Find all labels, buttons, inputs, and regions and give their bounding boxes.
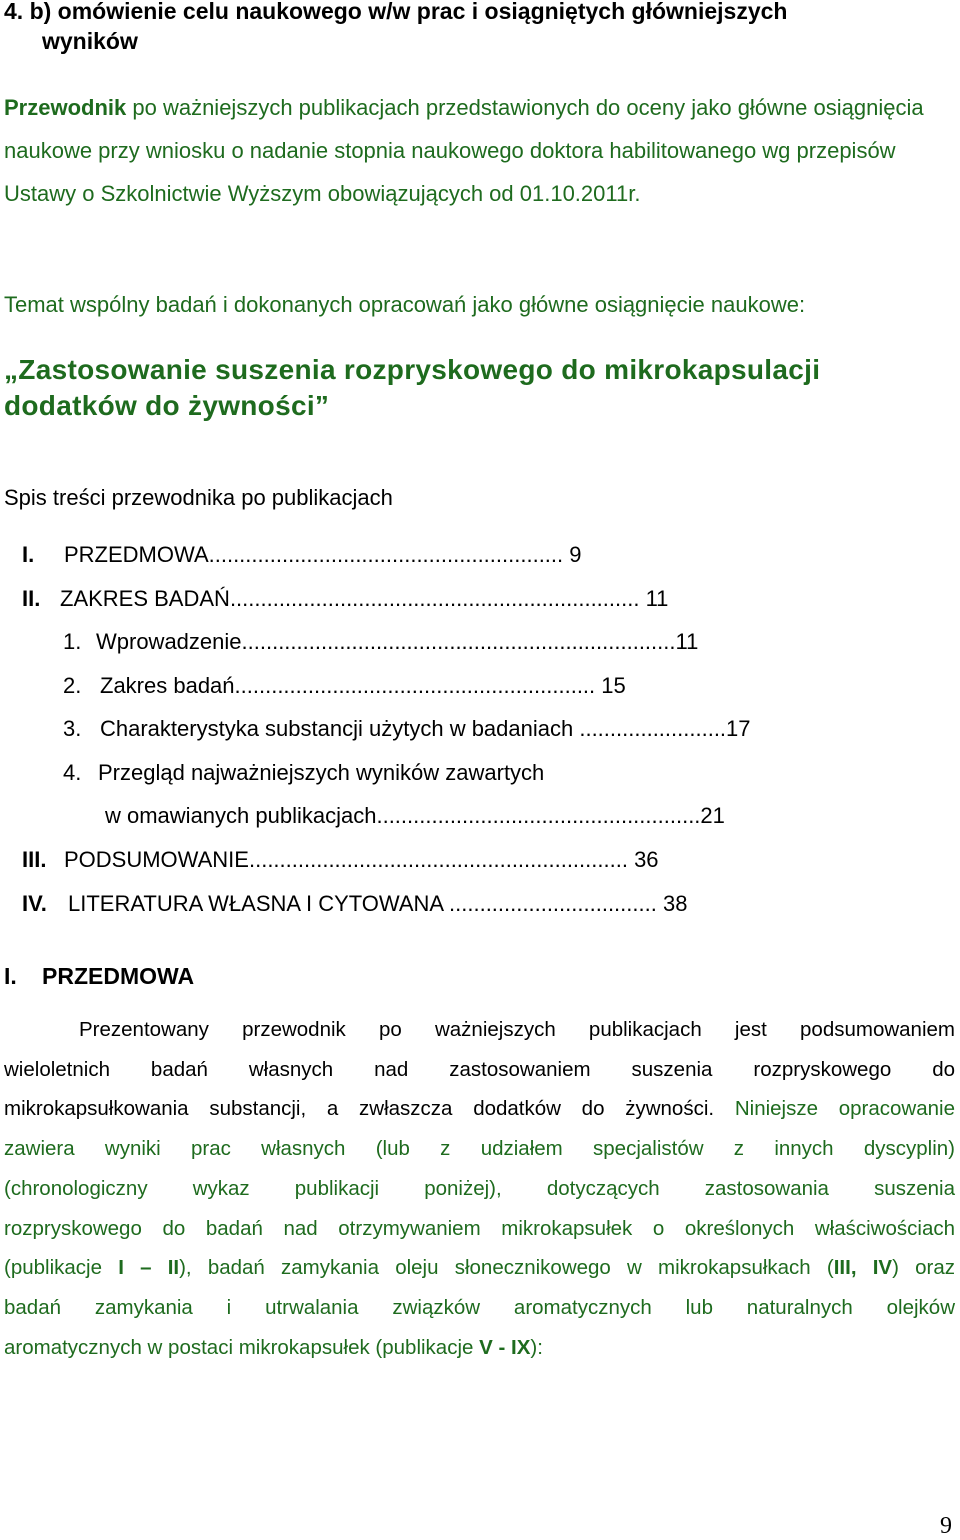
toc-item-number: III. [22, 847, 47, 872]
preface-heading-label: PRZEDMOWA [42, 963, 195, 989]
toc-item-number: II. [22, 586, 41, 611]
preface-text: aromatycznych w postaci mikrokapsułek (publikacje [4, 1336, 480, 1359]
toc-item-dots: .......................................................... [208, 542, 564, 567]
page-number: 9 [940, 1513, 952, 1539]
toc-item [63, 758, 544, 788]
toc-item-label: PODSUMOWANIE [64, 847, 249, 872]
toc-item-page: 21 [700, 803, 725, 828]
toc-item-label: Przegląd najważniejszych wyników zawartych [98, 760, 545, 785]
toc-item-label: Wprowadzenie [96, 629, 242, 654]
preface-line [4, 1253, 955, 1283]
preface-line [4, 1333, 955, 1363]
preface-line: wieloletnich badań własnych nad zastosowaniem suszenia rozpryskowego do [4, 1058, 955, 1081]
toc-item-page: 38 [656, 891, 688, 916]
preface-text: ), badań zamykania oleju słonecznikowego w mikrokapsułkach ( [179, 1256, 834, 1279]
toc-item-label: LITERATURA WŁASNA I CYTOWANA [68, 891, 443, 916]
toc-item-number: 3. [63, 716, 82, 741]
toc-item [63, 671, 626, 701]
toc-item-number: I. [22, 542, 35, 567]
toc-item [22, 584, 668, 614]
toc-item-dots: ..................................................... [376, 803, 701, 828]
toc-item-label: ZAKRES BADAŃ [60, 586, 230, 611]
preface-text: (publikacje [4, 1256, 119, 1279]
research-title: „Zastosowanie suszenia rozpryskowego do mikrokapsulacji dodatków do żywności” [4, 354, 821, 421]
preface-pub-ref: I – II [118, 1256, 180, 1279]
toc-item-dots: ........................................................... [234, 673, 596, 698]
preface-text: ) oraz [892, 1256, 955, 1279]
toc-item-number: 2. [63, 673, 82, 698]
toc-item-number: 1. [63, 629, 82, 654]
toc-item-page: 17 [726, 716, 751, 741]
toc-item-label: Zakres badań [100, 673, 235, 698]
preface-line [4, 1094, 955, 1124]
preface-heading-number: I. [4, 963, 17, 989]
theme-line: Temat wspólny badań i dokonanych opracowań jako główne osiągnięcie naukowe: [4, 292, 806, 317]
toc-item-dots: ........................ [573, 716, 727, 741]
section-heading-line2: wyników [42, 28, 138, 54]
preface-line: zawiera wyniki prac własnych (lub z udziałem specjalistów z innych dyscyplin) [4, 1137, 955, 1160]
preface-line: (chronologiczny wykaz publikacji poniżej), dotyczących zastosowania suszenia [4, 1177, 955, 1200]
toc-item-dots: .................................. [442, 891, 657, 916]
toc-item-page: 36 [627, 847, 659, 872]
toc-item [22, 540, 582, 570]
toc-item-number: IV. [22, 891, 47, 916]
preface-text: mikrokapsułkowania substancji, a zwłaszcza dodatków do żywności. [4, 1097, 715, 1120]
toc-item-page: 9 [563, 542, 582, 567]
toc-item-label: Charakterystyka substancji użytych w badaniach [100, 716, 574, 741]
intro-text: po ważniejszych publikacjach przedstawionych do oceny jako główne osiągnięcia naukowe przy wniosku o nadanie stopnia naukowego doktora habilitowanego wg przepisów Ustawy o Szkolnictwie Wyższym obowiązujących od 01.10.2011r. [4, 95, 924, 206]
toc-item-page: 15 [595, 673, 626, 698]
preface-line: rozpryskowego do badań nad otrzymywaniem mikrokapsułek o określonych właściwościach [4, 1217, 955, 1240]
toc-item-page: 11 [675, 629, 699, 654]
preface-line: badań zamykania i utrwalania związków aromatycznych lub naturalnych olejków [4, 1296, 955, 1319]
toc-item-label: w omawianych publikacjach [105, 803, 377, 828]
toc-item-page: 11 [639, 586, 669, 611]
toc-title: Spis treści przewodnika po publikacjach [4, 485, 393, 510]
intro-lead: Przewodnik [4, 95, 127, 120]
toc-item-dots: .............................................................. [248, 847, 628, 872]
toc-item-dots: ....................................................................... [241, 629, 676, 654]
toc-item-dots: ................................................................... [229, 586, 640, 611]
preface-line: Prezentowany przewodnik po ważniejszych publikacjach jest podsumowaniem [79, 1018, 955, 1041]
toc-item [105, 801, 725, 831]
preface-text: ): [530, 1336, 543, 1359]
preface-pub-ref: V - IX [479, 1336, 531, 1359]
toc-item-label: PRZEDMOWA [64, 542, 209, 567]
toc-item [22, 845, 659, 875]
intro-paragraph [4, 86, 944, 215]
preface-pub-ref: III, IV [833, 1256, 893, 1279]
toc-item [22, 889, 687, 919]
preface-heading [4, 961, 194, 991]
section-heading [4, 0, 904, 56]
toc-item [63, 714, 751, 744]
section-heading-line1: 4. b) omówienie celu naukowego w/w prac i osiągniętych główniejszych [4, 0, 788, 24]
toc-item [63, 627, 698, 657]
toc-item-number: 4. [63, 760, 82, 785]
preface-text-green: Niniejsze opracowanie [734, 1097, 955, 1120]
